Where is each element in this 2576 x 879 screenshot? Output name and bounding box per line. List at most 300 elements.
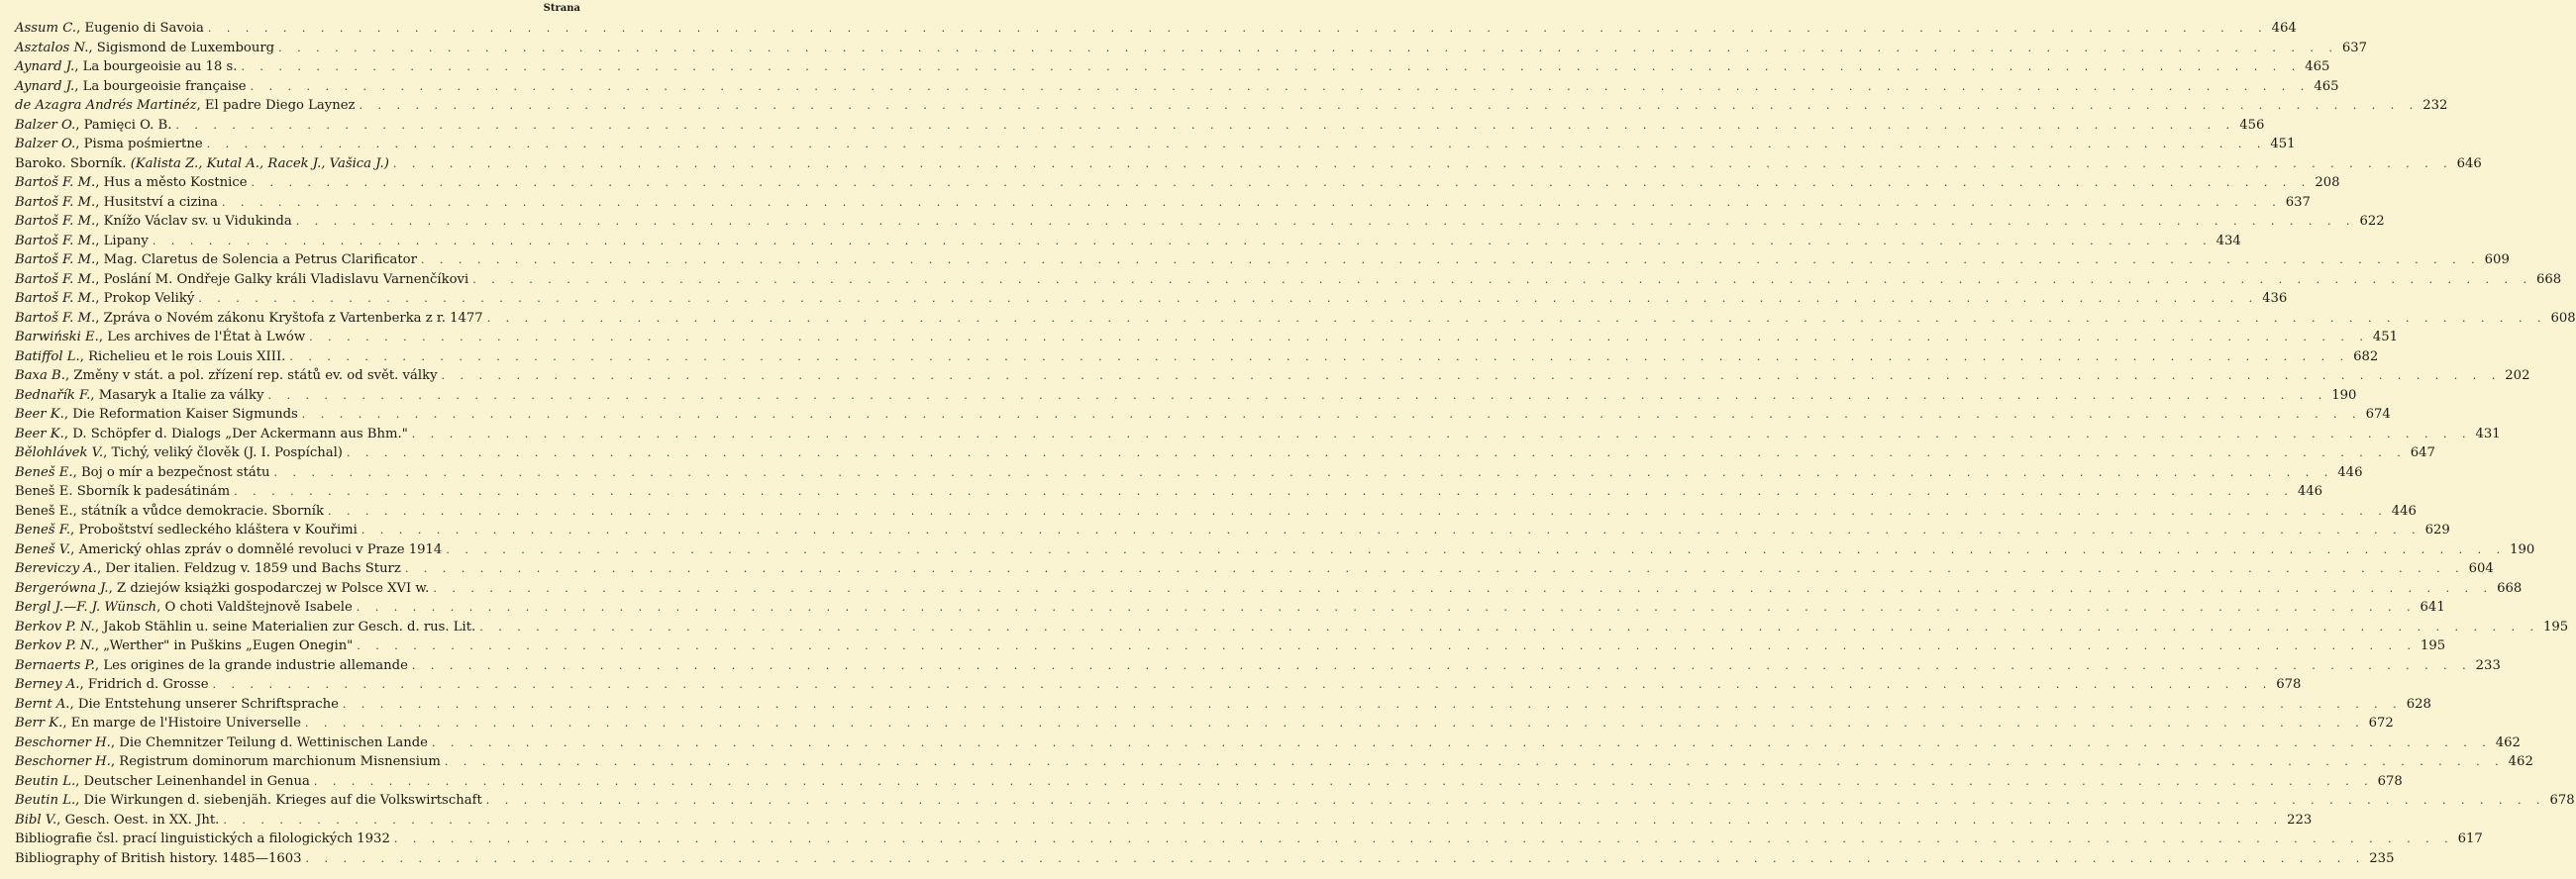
entry-text xyxy=(15,733,428,753)
index-entry xyxy=(15,39,2368,58)
entry-text xyxy=(15,791,482,811)
entry-title: Fridrich d. Grosse xyxy=(87,677,209,692)
entry-title: Die Reformation Kaiser Sigmunds xyxy=(72,407,298,422)
entry-title: Hus a město Kostnice xyxy=(103,175,248,190)
entry-author: Bernaerts P. xyxy=(15,657,95,673)
entry-page-number: 674 xyxy=(2365,407,2391,422)
entry-text xyxy=(15,39,274,58)
entry-page-number: 604 xyxy=(2468,561,2494,576)
entry-author: Bernt A. xyxy=(15,696,70,712)
entry-text xyxy=(15,250,417,270)
entry-title: Les archives de l'État à Lwów xyxy=(107,330,306,344)
entry-title: Die Wirkungen d. siebenjäh. Krieges auf die Volkswirtschaft xyxy=(83,793,482,808)
index-entry xyxy=(15,733,2521,753)
entry-page-number: 617 xyxy=(2457,831,2483,846)
index-entry xyxy=(15,675,2302,695)
entry-author: Asztalos N. xyxy=(15,40,89,55)
entry-page-number: 641 xyxy=(2420,600,2445,615)
entry-separator: , xyxy=(72,464,81,480)
entry-separator: , xyxy=(103,445,112,460)
entry-page-number: 462 xyxy=(2508,754,2533,769)
entry-title: Knížo Václav sv. u Vidukinda xyxy=(103,214,292,229)
entry-text xyxy=(15,695,339,715)
index-entry xyxy=(15,212,2385,232)
dot-leader xyxy=(357,598,2417,618)
dot-leader xyxy=(306,849,2366,869)
entry-author: de Azagra Andrés Martinéz xyxy=(15,98,197,113)
entry-separator: , xyxy=(75,793,84,808)
entry-author: Beschorner H. xyxy=(15,754,111,769)
entry-text xyxy=(15,289,194,309)
entry-text xyxy=(15,270,468,290)
dot-leader xyxy=(445,752,2505,772)
entry-separator: , xyxy=(62,716,71,731)
dot-leader xyxy=(328,502,2388,522)
entry-text xyxy=(15,752,441,772)
entry-page-number: 609 xyxy=(2484,252,2510,267)
entry-title: Registrum dominorum marchionum Misnensium xyxy=(119,754,441,769)
entry-author: Beneš V. xyxy=(15,541,71,557)
entry-separator: , xyxy=(88,40,97,55)
index-entry xyxy=(15,811,2313,830)
index-entry xyxy=(15,309,2576,329)
entry-page-number: 608 xyxy=(2550,310,2576,326)
index-entry xyxy=(15,830,2483,849)
entry-title: Masaryk a Italie za války xyxy=(98,387,264,403)
entry-separator: , xyxy=(70,541,79,557)
index-entry xyxy=(15,772,2403,792)
entry-page-number: 195 xyxy=(2421,638,2446,653)
dot-leader xyxy=(153,232,2213,251)
entry-author: Berney A. xyxy=(15,677,80,692)
dot-leader xyxy=(234,482,2294,502)
index-entry xyxy=(15,116,2265,136)
entry-text xyxy=(15,232,149,251)
entry-author: Aynard J. xyxy=(15,78,75,94)
index-entry xyxy=(15,559,2494,579)
entry-author: Beer K. xyxy=(15,407,64,422)
dot-leader xyxy=(314,772,2374,792)
entry-separator: , xyxy=(74,78,83,94)
entry-title: Prokop Veliký xyxy=(103,291,195,306)
entry-separator: , xyxy=(95,175,104,190)
entry-separator: , xyxy=(56,812,65,828)
entry-text xyxy=(15,656,408,676)
entry-text xyxy=(15,579,429,599)
entry-page-number: 462 xyxy=(2495,734,2521,750)
entry-author: Baxa B. xyxy=(15,368,65,383)
dot-leader xyxy=(252,173,2312,193)
index-entry xyxy=(15,405,2391,425)
entry-title: En marge de l'Histoire Universelle xyxy=(70,716,301,731)
index-entry xyxy=(15,540,2535,560)
index-entry xyxy=(15,752,2533,772)
dot-leader xyxy=(223,811,2283,830)
entry-author: Beschorner H. xyxy=(15,734,111,750)
entry-text xyxy=(15,425,408,444)
dot-leader xyxy=(360,96,2420,116)
index-entry xyxy=(15,618,2569,637)
entry-author: Bergerówna J. xyxy=(15,580,109,596)
index-entry xyxy=(15,154,2482,174)
entry-author: Beer K. xyxy=(15,426,64,441)
entry-author: Beneš E. xyxy=(15,464,73,480)
index-entry xyxy=(15,19,2297,39)
index-entry xyxy=(15,347,2379,367)
entry-page-number: 465 xyxy=(2314,78,2339,94)
page-column-header: Strana xyxy=(543,3,580,14)
entry-author: Bergl J.—F. J. Wünsch xyxy=(15,600,157,615)
entry-page-number: 678 xyxy=(2276,677,2302,692)
entry-text xyxy=(15,521,358,540)
entry-author: Bartoš F. M. xyxy=(15,175,96,190)
entry-author: Balzer O. xyxy=(15,117,76,133)
entry-page-number: 456 xyxy=(2239,117,2265,133)
entry-page-number: 464 xyxy=(2271,21,2297,36)
index-entry xyxy=(15,366,2530,386)
entry-title: Bibliografie čsl. prací linguistických a filologických 1932 xyxy=(15,831,390,846)
entry-text xyxy=(15,811,219,830)
index-entry xyxy=(15,289,2288,309)
entry-text xyxy=(15,849,302,869)
entry-title: Lipany xyxy=(103,233,149,248)
entry-author: Beutin L. xyxy=(15,773,76,789)
entry-page-number: 434 xyxy=(2215,233,2241,248)
entry-text xyxy=(15,502,324,522)
entry-separator: , xyxy=(74,59,83,74)
dot-leader xyxy=(251,77,2311,97)
dot-leader xyxy=(175,116,2235,136)
entry-title: Mag. Claretus de Solencia a Petrus Clarificator xyxy=(103,252,417,267)
entry-title: „Werther" in Puškins „Eugen Onegin" xyxy=(103,638,354,653)
entry-separator: , xyxy=(79,677,88,692)
entry-title: Pamięci O. B. xyxy=(83,117,172,133)
dot-leader xyxy=(394,830,2454,849)
entry-title: Proboštství sedleckého kláštera v Kouřimi xyxy=(78,523,358,537)
dot-leader xyxy=(267,386,2327,406)
index-entry xyxy=(15,57,2330,77)
entry-title: Deutscher Leinenhandel in Genua xyxy=(83,773,310,789)
index-entry xyxy=(15,443,2435,463)
entry-text xyxy=(15,77,247,97)
index-entry xyxy=(15,232,2241,251)
entry-separator: , xyxy=(95,214,104,229)
bibliography-index-list xyxy=(15,19,2576,868)
entry-separator: , xyxy=(75,117,84,133)
entry-page-number: 646 xyxy=(2456,155,2482,171)
entry-title: D. Schöpfer d. Dialogs „Der Ackermann aus Bhm." xyxy=(72,426,408,441)
entry-separator: , xyxy=(95,310,104,326)
index-entry xyxy=(15,636,2446,656)
entry-title: Změny v stát. a pol. zřízení rep. států ev. od svět. války xyxy=(73,368,438,383)
entry-text xyxy=(15,173,248,193)
entry-text xyxy=(15,19,204,39)
entry-author: Bartoš F. M. xyxy=(15,291,96,306)
dot-leader xyxy=(432,733,2492,753)
entry-author: Berkov P. N. xyxy=(15,619,95,635)
index-entry xyxy=(15,521,2450,540)
entry-title: Tichý, veliký člověk (J. I. Pospíchal) xyxy=(111,445,343,460)
index-entry xyxy=(15,386,2357,406)
entry-author: Batiffol L. xyxy=(15,348,80,364)
entry-text xyxy=(15,193,218,213)
dot-leader xyxy=(207,135,2267,154)
entry-page-number: 668 xyxy=(2497,580,2523,596)
index-entry xyxy=(15,579,2523,599)
index-entry xyxy=(15,135,2296,154)
entry-separator: , xyxy=(90,387,99,403)
entry-separator: , xyxy=(196,98,205,113)
index-entry xyxy=(15,656,2501,676)
entry-text xyxy=(15,57,237,77)
index-entry xyxy=(15,849,2395,869)
entry-separator: , xyxy=(63,407,73,422)
entry-author: Bibl V. xyxy=(15,812,57,828)
entry-text xyxy=(15,463,270,483)
entry-page-number: 190 xyxy=(2510,541,2535,557)
entry-title: El padre Diego Laynez xyxy=(204,98,356,113)
entry-page-number: 202 xyxy=(2505,368,2530,383)
dot-leader xyxy=(357,636,2417,656)
entry-author: Beutin L. xyxy=(15,793,76,808)
entry-title: La bourgeoisie française xyxy=(82,78,247,94)
index-entry xyxy=(15,714,2394,733)
dot-leader xyxy=(479,618,2539,637)
dot-leader xyxy=(343,695,2403,715)
index-entry xyxy=(15,193,2311,213)
entry-title: Boj o mír a bezpečnost státu xyxy=(80,464,270,480)
entry-author: Bartoš F. M. xyxy=(15,310,96,326)
entry-text xyxy=(15,714,301,733)
entry-title: Les origines de la grande industrie allemande xyxy=(103,657,408,673)
entry-text xyxy=(15,212,292,232)
entry-text xyxy=(15,559,401,579)
entry-separator: , xyxy=(75,137,84,151)
index-entry xyxy=(15,695,2431,715)
entry-author: Bělohlávek V. xyxy=(15,445,104,460)
dot-leader xyxy=(446,540,2506,560)
entry-separator: , xyxy=(110,734,120,750)
entry-separator: , xyxy=(108,580,117,596)
entry-title: Die Entstehung unserer Schriftsprache xyxy=(77,696,339,712)
dot-leader xyxy=(289,347,2349,367)
entry-separator: , xyxy=(95,252,104,267)
entry-separator: , xyxy=(94,638,104,653)
entry-author: Bartoš F. M. xyxy=(15,214,96,229)
entry-author: Bartoš F. M. xyxy=(15,194,96,210)
dot-leader xyxy=(347,443,2407,463)
entry-page-number: 622 xyxy=(2359,214,2385,229)
dot-leader xyxy=(302,405,2362,425)
entry-page-number: 431 xyxy=(2475,426,2501,441)
entry-author: Aynard J. xyxy=(15,59,75,74)
entry-separator: , xyxy=(69,696,78,712)
entry-title: La bourgeoisie au 18 s. xyxy=(82,59,238,74)
index-entry xyxy=(15,482,2323,502)
entry-page-number: 647 xyxy=(2410,445,2435,460)
dot-leader xyxy=(405,559,2465,579)
entry-text xyxy=(15,386,263,406)
index-entry xyxy=(15,173,2340,193)
entry-page-number: 208 xyxy=(2315,175,2340,190)
entry-page-number: 678 xyxy=(2549,793,2575,808)
dot-leader xyxy=(412,656,2472,676)
entry-text xyxy=(15,347,285,367)
index-entry xyxy=(15,250,2510,270)
entry-title: Die Chemnitzer Teilung d. Wettinischen Lande xyxy=(119,734,428,750)
entry-page-number: 446 xyxy=(2391,503,2417,519)
entry-text xyxy=(15,618,475,637)
entry-title: O choti Valdštejnově Isabele xyxy=(164,600,353,615)
entry-title: Eugenio di Savoia xyxy=(84,21,204,36)
index-entry xyxy=(15,463,2363,483)
entry-separator: , xyxy=(75,773,84,789)
entry-page-number: 628 xyxy=(2406,696,2431,712)
entry-page-number: 446 xyxy=(2297,484,2323,499)
entry-author: Bartoš F. M. xyxy=(15,271,96,287)
entry-separator: , xyxy=(94,657,104,673)
entry-page-number: 637 xyxy=(2285,194,2311,210)
entry-author: Bartoš F. M. xyxy=(15,252,96,267)
entry-text xyxy=(15,830,390,849)
dot-leader xyxy=(433,579,2493,599)
index-entry xyxy=(15,425,2501,444)
entry-page-number: 637 xyxy=(2341,40,2368,55)
entry-title: Jakob Stählin u. seine Materialien zur Gesch. d. rus. Lit. xyxy=(103,619,476,635)
entry-title: Poslání M. Ondřeje Galky králi Vladislavu Varnenčíkovi xyxy=(103,271,469,287)
dot-leader xyxy=(208,19,2268,39)
dot-leader xyxy=(421,250,2481,270)
entry-text xyxy=(15,154,389,174)
dot-leader xyxy=(361,521,2421,540)
entry-page-number: 235 xyxy=(2369,850,2395,866)
index-entry xyxy=(15,270,2562,290)
dot-leader xyxy=(393,154,2453,174)
entry-page-number: 233 xyxy=(2475,657,2501,673)
dot-leader xyxy=(472,270,2532,290)
entry-separator: , xyxy=(95,291,104,306)
entry-title: Baroko. Sborník. xyxy=(15,155,131,171)
dot-leader xyxy=(241,57,2301,77)
entry-text xyxy=(15,366,438,386)
dot-leader xyxy=(442,366,2502,386)
entry-text xyxy=(15,96,356,116)
entry-page-number: 223 xyxy=(2287,812,2313,828)
entry-title: Z dziejów książki gospodarczej w Polsce XVI w. xyxy=(116,580,430,596)
index-entry xyxy=(15,502,2417,522)
entry-title: Der italien. Feldzug v. 1859 und Bachs Sturz xyxy=(105,561,401,576)
entry-separator: , xyxy=(95,233,104,248)
index-entry xyxy=(15,96,2448,116)
dot-leader xyxy=(198,289,2258,309)
entry-separator: , xyxy=(95,194,104,210)
entry-page-number: 232 xyxy=(2422,98,2448,113)
entry-author: Berkov P. N. xyxy=(15,638,95,653)
entry-page-number: 672 xyxy=(2368,716,2394,731)
entry-separator: , xyxy=(156,600,165,615)
index-entry xyxy=(15,598,2445,618)
entry-text xyxy=(15,405,298,425)
entry-page-number: 678 xyxy=(2377,773,2403,789)
entry-text xyxy=(15,116,171,136)
entry-author: Bartoš F. M. xyxy=(15,233,96,248)
index-entry xyxy=(15,791,2575,811)
entry-page-number: 465 xyxy=(2305,59,2330,74)
index-entry xyxy=(15,328,2399,347)
entry-title: Zpráva o Novém zákonu Kryštofa z Vartenberka z r. 1477 xyxy=(103,310,483,326)
entry-title: Pisma pośmiertne xyxy=(83,137,203,151)
dot-leader xyxy=(278,39,2338,58)
entry-text xyxy=(15,540,442,560)
entry-title: Gesch. Oest. in XX. Jht. xyxy=(64,812,220,828)
dot-leader xyxy=(296,212,2356,232)
entry-separator: , xyxy=(94,619,104,635)
entry-page-number: 629 xyxy=(2424,523,2450,537)
entry-author: Beneš F. xyxy=(15,523,71,537)
dot-leader xyxy=(274,463,2334,483)
entry-title-editors: (Kalista Z., Kutal A., Racek J., Vašica J.) xyxy=(130,155,389,171)
entry-text xyxy=(15,443,343,463)
entry-text xyxy=(15,309,483,329)
entry-page-number: 451 xyxy=(2372,330,2399,344)
index-entry xyxy=(15,77,2339,97)
dot-leader xyxy=(487,309,2547,329)
dot-leader xyxy=(222,193,2282,213)
dot-leader xyxy=(486,791,2546,811)
entry-page-number: 682 xyxy=(2353,348,2379,364)
dot-leader xyxy=(309,328,2369,347)
entry-text xyxy=(15,772,310,792)
entry-title: Beneš E. Sborník k padesátinám xyxy=(15,484,231,499)
dot-leader xyxy=(213,675,2273,695)
entry-title: Beneš E., státník a vůdce demokracie. Sborník xyxy=(15,503,324,519)
entry-title: Bibliography of British history. 1485—1603 xyxy=(15,850,302,866)
entry-text xyxy=(15,636,353,656)
entry-separator: , xyxy=(95,271,104,287)
entry-text xyxy=(15,135,203,154)
dot-leader xyxy=(412,425,2472,444)
dot-leader xyxy=(305,714,2365,733)
entry-title: Americký ohlas zpráv o domnělé revoluci v Praze 1914 xyxy=(78,541,443,557)
entry-text xyxy=(15,598,353,618)
entry-author: Bednařík F. xyxy=(15,387,91,403)
entry-title: Richelieu et le rois Louis XIII. xyxy=(88,348,286,364)
entry-page-number: 668 xyxy=(2536,271,2562,287)
entry-author: Barwiński E. xyxy=(15,330,99,344)
entry-separator: , xyxy=(64,368,74,383)
entry-separator: , xyxy=(76,21,85,36)
entry-separator: , xyxy=(110,754,120,769)
entry-page-number: 451 xyxy=(2270,137,2296,151)
entry-text xyxy=(15,328,305,347)
entry-author: Balzer O. xyxy=(15,137,76,151)
entry-page-number: 190 xyxy=(2331,387,2357,403)
entry-separator: , xyxy=(63,426,73,441)
entry-title: Sigismond de Luxembourg xyxy=(96,40,275,55)
entry-page-number: 436 xyxy=(2262,291,2288,306)
entry-text xyxy=(15,482,230,502)
entry-separator: , xyxy=(96,561,106,576)
entry-title: Husitství a cizina xyxy=(103,194,219,210)
entry-author: Assum C. xyxy=(15,21,77,36)
entry-page-number: 446 xyxy=(2337,464,2363,480)
entry-separator: , xyxy=(70,523,79,537)
entry-author: Berr K. xyxy=(15,716,63,731)
entry-page-number: 195 xyxy=(2543,619,2569,635)
entry-text xyxy=(15,675,209,695)
entry-separator: , xyxy=(79,348,89,364)
entry-author: Bereviczy A. xyxy=(15,561,97,576)
